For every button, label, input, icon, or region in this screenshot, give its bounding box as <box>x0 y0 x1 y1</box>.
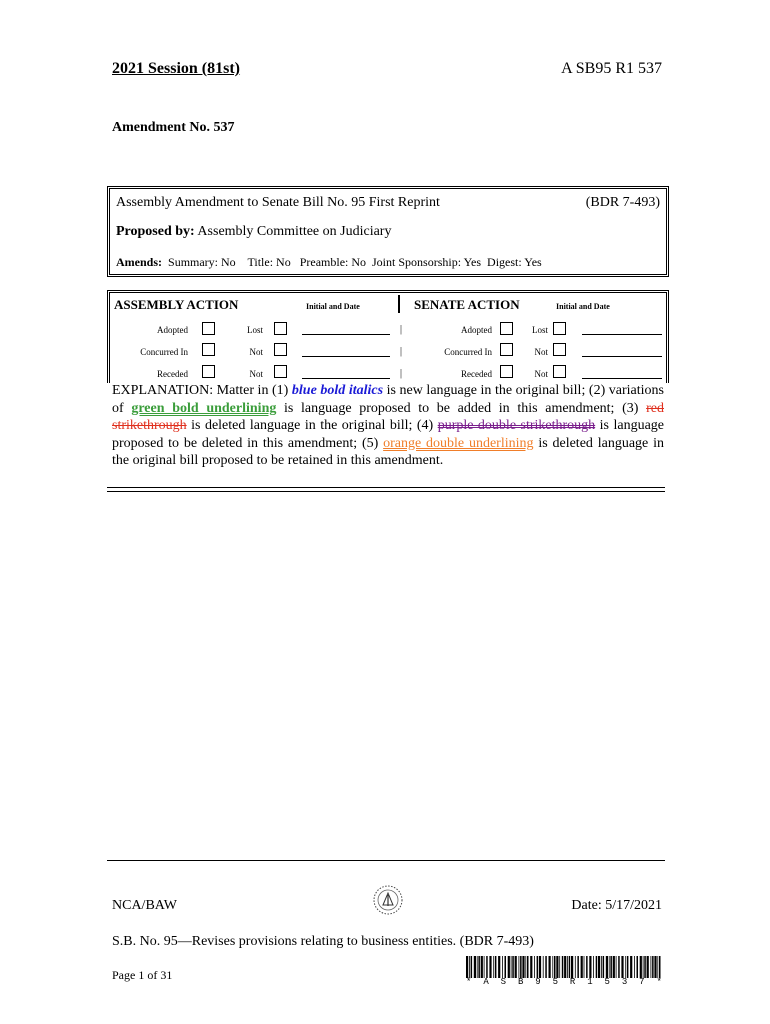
barcode-bar <box>569 956 571 978</box>
senate-not-checkbox-2[interactable] <box>553 365 566 378</box>
barcode-char: 1 <box>587 977 593 987</box>
barcode-bar <box>610 956 612 978</box>
expl-red: red strikethrough <box>112 400 664 433</box>
barcode-bar <box>601 956 602 978</box>
barcode-char: R <box>569 977 576 987</box>
barcode-bar <box>505 956 507 978</box>
barcode-bar <box>589 956 591 978</box>
senate-lost-label: Lost <box>531 325 548 335</box>
amendment-title: Assembly Amendment to Senate Bill No. 95 First Reprint <box>116 195 440 210</box>
page-number: Page 1 of 31 <box>112 968 173 982</box>
bdr-number: (BDR 7-493) <box>585 195 660 210</box>
barcode-bar <box>549 956 551 978</box>
barcode-bar <box>477 956 478 978</box>
amends-value: Summary: No Title: No Preamble: No Joint Sponsorship: Yes Digest: Yes <box>162 255 542 269</box>
barcode-bar <box>571 956 573 978</box>
barcode-bar <box>567 956 568 978</box>
expl-orange: orange double underlining <box>383 435 534 451</box>
barcode-bar <box>554 956 556 978</box>
barcode-bar <box>493 956 494 978</box>
barcode-icon <box>466 956 662 978</box>
barcode-bar <box>545 956 547 978</box>
senate-initial-date: Initial and Date <box>556 302 610 311</box>
barcode-char: A <box>483 977 489 987</box>
barcode-bar <box>613 956 615 978</box>
barcode-bar <box>586 956 588 978</box>
assembly-pipe: | <box>400 346 403 357</box>
expl-blue: blue bold italics <box>291 383 384 398</box>
senate-lost-checkbox[interactable] <box>553 322 566 335</box>
senate-adopted-label: Adopted <box>461 325 492 335</box>
expl-text-5: is language proposed to be deleted in this amendment; (5) <box>112 418 664 451</box>
barcode-bar <box>618 956 620 978</box>
barcode-bar <box>520 956 522 978</box>
barcode-bar <box>637 956 639 978</box>
barcode-bar <box>644 956 646 978</box>
expl-purple: purple double strikethrough <box>437 418 596 433</box>
amendment-date: Date: 5/17/2021 <box>571 898 662 913</box>
barcode-bar <box>651 956 652 978</box>
barcode-bar <box>627 956 629 978</box>
barcode-bar <box>625 956 626 978</box>
barcode-bar <box>647 956 649 978</box>
barcode-bar <box>498 956 500 978</box>
barcode-char: B <box>517 977 524 987</box>
assembly-initial-line <box>302 356 390 357</box>
expl-text-6: is deleted language in the original bill proposed to be retained in this amendment. <box>112 435 664 468</box>
barcode-char: 3 <box>621 977 628 987</box>
assembly-adopted-label: Adopted <box>157 325 188 335</box>
amends-label: Amends: <box>116 255 163 269</box>
barcode-bar <box>606 956 608 978</box>
barcode-bar <box>512 956 514 978</box>
expl-text-3: is language proposed to be added in this amendment; (3) <box>276 400 647 416</box>
section-divider <box>398 295 400 313</box>
proposed-label: Proposed by: <box>116 224 195 239</box>
assembly-not-label-2: Not <box>249 369 263 379</box>
senate-not-label: Not <box>534 347 548 357</box>
barcode-char: * <box>656 977 662 987</box>
barcode-bar <box>564 956 566 978</box>
barcode-bar <box>609 956 610 978</box>
assembly-initial-line <box>302 334 390 335</box>
barcode-bar <box>466 956 468 978</box>
barcode-bar <box>522 956 524 978</box>
senate-receded-checkbox[interactable] <box>500 365 513 378</box>
barcode-bar <box>596 956 598 978</box>
assembly-not-label: Not <box>249 347 263 357</box>
barcode-bar <box>511 956 512 978</box>
barcode-bar <box>659 956 661 978</box>
amends-row <box>116 255 542 270</box>
senate-initial-line <box>582 334 662 335</box>
session-title: 2021 Session (81st) <box>112 60 241 77</box>
barcode-char: * <box>466 977 472 987</box>
proposed-by <box>116 224 391 240</box>
barcode-bar <box>474 956 476 978</box>
barcode-bar <box>581 956 583 978</box>
barcode-bar <box>654 956 656 978</box>
barcode-bar <box>519 956 520 978</box>
barcode-bar <box>502 956 503 978</box>
barcode-bar <box>598 956 600 978</box>
explanation-rule <box>107 487 665 492</box>
barcode-bar <box>562 956 564 978</box>
barcode-bar <box>621 956 623 978</box>
senate-not-label-2: Not <box>534 369 548 379</box>
senate-not-checkbox[interactable] <box>553 343 566 356</box>
assembly-adopted-checkbox[interactable] <box>202 322 215 335</box>
barcode-bar <box>575 956 576 978</box>
barcode-bar <box>489 956 491 978</box>
action-box <box>107 290 669 383</box>
assembly-initial-line <box>302 378 390 379</box>
assembly-not-checkbox[interactable] <box>274 343 287 356</box>
barcode-bar <box>616 956 617 978</box>
barcode-bar <box>643 956 644 978</box>
author-initials: NCA/BAW <box>112 898 177 913</box>
barcode-bar <box>469 956 470 978</box>
amendment-number: Amendment No. 537 <box>112 120 235 135</box>
barcode-bar <box>481 956 483 978</box>
barcode-bar <box>534 956 535 978</box>
assembly-receded-label: Receded <box>157 369 188 379</box>
explanation-paragraph <box>112 382 664 470</box>
senate-initial-line <box>582 356 662 357</box>
assembly-pipe: | <box>400 324 403 335</box>
assembly-pipe: | <box>400 368 403 379</box>
barcode-bar <box>495 956 497 978</box>
barcode-char: 9 <box>535 977 541 987</box>
barcode-bar <box>486 956 488 978</box>
senate-initial-line <box>582 378 662 379</box>
barcode-bar <box>634 956 635 978</box>
barcode-bar <box>584 956 585 978</box>
document-code: A SB95 R1 537 <box>561 60 662 77</box>
barcode-bar <box>640 956 642 978</box>
barcode-bar <box>478 956 480 978</box>
assembly-initial-date: Initial and Date <box>306 302 360 311</box>
barcode-bar <box>552 956 553 978</box>
barcode-bar <box>593 956 594 978</box>
barcode-bar <box>577 956 579 978</box>
expl-text-2: is new language in the original bill; (2) variations of <box>112 383 665 416</box>
barcode-bar <box>527 956 529 978</box>
assembly-concurred-checkbox[interactable] <box>202 343 215 356</box>
barcode-char: 5 <box>552 977 558 987</box>
barcode-bar <box>556 956 558 978</box>
barcode-bar <box>559 956 560 978</box>
barcode-bar <box>543 956 544 978</box>
barcode-bar <box>484 956 485 978</box>
barcode-char: S <box>500 977 507 987</box>
barcode-bar <box>603 956 605 978</box>
assembly-receded-checkbox[interactable] <box>202 365 215 378</box>
barcode-bar <box>630 956 632 978</box>
barcode-bar <box>652 956 654 978</box>
expl-text-4: is deleted language in the original bill; (4) <box>186 418 438 433</box>
barcode-caption <box>466 977 662 987</box>
senate-receded-label: Receded <box>461 369 492 379</box>
bill-description: S.B. No. 95—Revises provisions relating to business entities. (BDR 7-493) <box>112 934 534 949</box>
senate-concurred-label: Concurred In <box>444 347 492 357</box>
barcode-bar <box>508 956 510 978</box>
barcode-bar <box>539 956 541 978</box>
senate-adopted-checkbox[interactable] <box>500 322 513 335</box>
state-seal-icon <box>372 884 404 916</box>
barcode-bar <box>537 956 539 978</box>
assembly-lost-label: Lost <box>246 325 263 335</box>
barcode-char: 7 <box>639 977 645 987</box>
assembly-concurred-label: Concurred In <box>140 347 188 357</box>
senate-action-title: SENATE ACTION <box>414 297 520 312</box>
footer-rule <box>107 860 665 861</box>
proposed-value: Assembly Committee on Judiciary <box>194 224 392 239</box>
assembly-lost-checkbox[interactable] <box>274 322 287 335</box>
expl-text-1: EXPLANATION: Matter in (1) <box>112 383 292 398</box>
assembly-action-title: ASSEMBLY ACTION <box>114 297 239 312</box>
barcode-bar <box>515 956 517 978</box>
barcode-char: 5 <box>604 977 610 987</box>
amendment-info-box <box>107 186 669 277</box>
senate-concurred-checkbox[interactable] <box>500 343 513 356</box>
expl-green: green bold underlining <box>131 400 277 416</box>
barcode-bar <box>525 956 526 978</box>
barcode-bar <box>471 956 473 978</box>
barcode-bar <box>530 956 532 978</box>
assembly-not-checkbox-2[interactable] <box>274 365 287 378</box>
barcode-bar <box>657 956 658 978</box>
